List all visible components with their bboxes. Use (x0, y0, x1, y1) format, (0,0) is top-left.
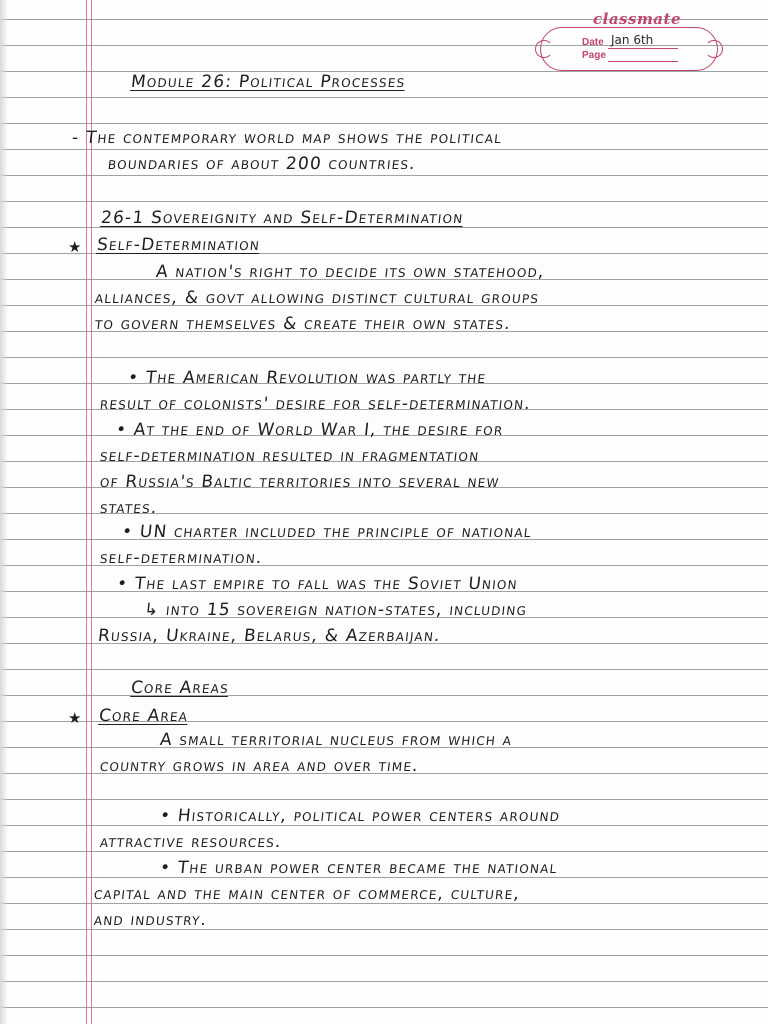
intro-line: boundaries of about 200 countries. (106, 154, 417, 174)
term-heading: Self-Determination (95, 235, 262, 255)
date-underline (608, 48, 678, 49)
bullet-line: ↳ into 15 sovereign nation-states, including (142, 600, 529, 620)
bullet-line: self-determination resulted in fragmentation (98, 446, 481, 466)
bullet-line: self-determination. (98, 548, 264, 568)
scroll-left-ornament (535, 40, 553, 58)
date-value: Jan 6th (611, 33, 654, 47)
definition-line: country grows in area and over time. (98, 756, 420, 776)
bullet-line: • UN charter included the principle of national (120, 522, 533, 542)
bullet-line: • At the end of World War I, the desire for (114, 420, 505, 440)
intro-line: - The contemporary world map shows the political (70, 128, 504, 148)
bullet-line: capital and the main center of commerce, culture, (92, 884, 522, 904)
definition-line: A nation's right to decide its own statehood, (154, 262, 546, 282)
bullet-line: states. (98, 498, 159, 518)
bullet-line: • The American Revolution was partly the (126, 368, 488, 388)
margin-line-left (86, 0, 87, 1024)
definition-line: to govern themselves & create their own states. (93, 314, 513, 334)
margin-line-right (91, 0, 92, 1024)
bullet-line: result of colonists' desire for self-determination. (98, 394, 533, 414)
page-underline (608, 61, 678, 62)
page-edge (0, 0, 8, 1024)
term-heading: Core Area (97, 706, 190, 726)
brand-logo: classmate (593, 10, 682, 28)
bullet-line: Russia, Ukraine, Belarus, & Azerbaijan. (96, 626, 442, 646)
page-title: Module 26: Political Processes (129, 72, 407, 92)
page-label: Page (582, 50, 606, 61)
definition-line: A small territorial nucleus from which a (158, 730, 514, 750)
definition-line: alliances, & govt allowing distinct cultural groups (93, 288, 541, 308)
bullet-line: and industry. (92, 910, 209, 930)
star-icon: ★ (68, 709, 82, 727)
star-icon: ★ (68, 238, 82, 256)
section-heading: 26-1 Sovereignity and Self-Determination (99, 208, 465, 228)
bullet-line: attractive resources. (98, 832, 283, 852)
scroll-right-ornament (705, 40, 723, 58)
bullet-line: of Russia's Baltic territories into several new (98, 472, 501, 492)
bullet-line: • Historically, political power centers around (158, 806, 562, 826)
date-label: Date (582, 37, 604, 48)
bullet-line: • The urban power center became the national (158, 858, 559, 878)
section-heading: Core Areas (129, 678, 231, 698)
bullet-line: • The last empire to fall was the Soviet Union (115, 574, 519, 594)
